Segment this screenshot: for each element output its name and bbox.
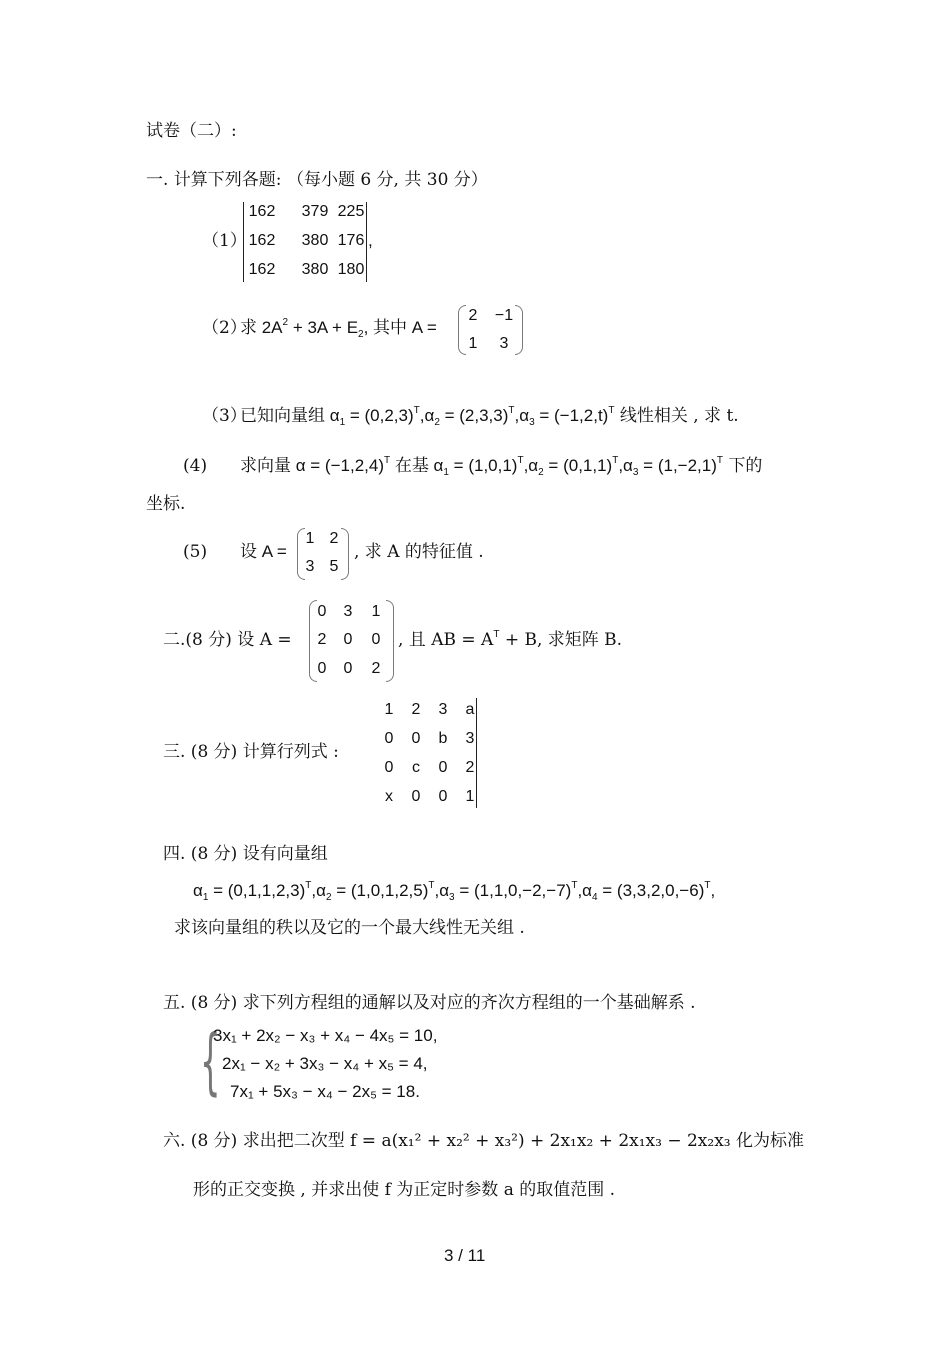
q5-matrix-cell: 2	[329, 530, 339, 547]
q2-text-post: , 其中 A =	[363, 318, 437, 337]
q4-text: 求向量 α = (−1,2,4)	[240, 456, 384, 475]
sec5-left-brace: {	[200, 1019, 221, 1103]
sec4-alpha-2: α	[316, 881, 326, 900]
q3-tail: 线性相关 , 求 t.	[614, 406, 739, 426]
sec3-det-cell: b	[438, 730, 448, 747]
q3-alpha3-val: = (−1,2,t)	[534, 406, 609, 425]
q3-alpha2: ,α	[419, 406, 435, 425]
sec5-eq2: 2x₁ − x₂ + 3x₃ − x₄ + x₅ = 4,	[222, 1054, 428, 1073]
q5-matrix-cell: 1	[305, 530, 315, 547]
q2-subscript: 2	[358, 329, 364, 340]
q4-v3: = (1,−2,1)	[638, 456, 717, 475]
sec3-det-cell: 0	[411, 788, 421, 805]
sec4-alpha-1: α	[193, 881, 203, 900]
section-2-heading: 二.(8 分) 设 A =	[163, 630, 292, 650]
sec4-sub-3: 3	[449, 892, 455, 903]
q2-matrix-cell: 1	[468, 335, 478, 352]
q3-alpha2-sub: 2	[434, 417, 440, 428]
q1-det-cell: 180	[337, 261, 365, 278]
sec3-det-cell: 1	[465, 788, 475, 805]
sec4-T-2: T	[428, 880, 435, 891]
sec2-matrix-cell: 0	[371, 631, 381, 648]
q3-text: 已知向量组	[240, 406, 325, 426]
section-1-heading: 一. 计算下列各题: （每小题 6 分, 共 30 分）	[146, 170, 488, 190]
q1-det-cell: 380	[301, 232, 329, 249]
sec2-matrix-right-paren	[386, 600, 394, 682]
sec3-det-cell: 3	[438, 701, 448, 718]
sec2-matrix-cell: 2	[371, 660, 381, 677]
sec2-matrix-cell: 1	[371, 603, 381, 620]
sec2-matrix-cell: 0	[343, 631, 353, 648]
q4-expression	[240, 456, 762, 479]
q2-expression	[240, 318, 437, 341]
sec3-det-cell: 0	[438, 759, 448, 776]
q5-text: 设 A =	[240, 542, 287, 561]
q4-mid: 在基 α	[390, 456, 444, 475]
sec3-det-cell: 2	[411, 701, 421, 718]
exam-title: 试卷（二）:	[146, 121, 237, 141]
section-6-line2: 形的正交变换 , 并求出使 f 为正定时参数 a 的取值范围 .	[193, 1180, 616, 1200]
sec3-det-cell: x	[385, 788, 393, 805]
q4-label: (4)	[183, 456, 208, 476]
sec3-det-cell: 0	[384, 759, 394, 776]
q5-matrix-cell: 3	[305, 558, 315, 575]
q3-alpha1-sub: 1	[339, 417, 346, 428]
q1-label: （1）	[202, 231, 247, 251]
q3-T2: T	[508, 405, 515, 416]
sec2-matrix-cell: 0	[317, 603, 327, 620]
sec3-det-cell: 2	[465, 759, 475, 776]
sec4-T-3: T	[571, 880, 578, 891]
sec2-matrix-cell: 2	[317, 631, 327, 648]
sec2-matrix-cell: 0	[343, 660, 353, 677]
q3-alpha3: ,α	[514, 406, 530, 425]
q4-T0: T	[384, 455, 391, 466]
q1-det-cell: 379	[301, 203, 329, 220]
q5-matrix-cell: 5	[329, 558, 339, 575]
q5-label: (5)	[183, 542, 208, 562]
sec2-tail	[398, 630, 622, 653]
q4-s3: 3	[632, 467, 639, 478]
q2-exponent: 2	[282, 317, 289, 328]
q5-matrix-right-paren	[341, 528, 349, 580]
section-6-heading: 六. (8 分) 求出把二次型 f = a(x₁² + x₂² + x₃²) + 2x₁x₂ + 2x₁x₃ − 2x₂x₃ 化为标准	[163, 1131, 805, 1151]
q5-tail: , 求 A 的特征值 .	[354, 542, 484, 562]
q4-a3: ,α	[618, 456, 633, 475]
sec4-T-4: T	[704, 880, 711, 891]
sec4-alpha-4: α	[582, 881, 592, 900]
q4-T3: T	[716, 455, 723, 466]
q3-alpha1-val: = (0,2,3)	[345, 406, 414, 425]
q4-s1: 1	[443, 467, 449, 478]
q4-v2: = (0,1,1)	[543, 456, 613, 475]
q2-text-pre: 求 2A	[240, 318, 283, 337]
q3-alpha2-val: = (2,3,3)	[439, 406, 509, 425]
sec2-T: T	[493, 629, 500, 640]
q2-text-mid: + 3A + E	[288, 318, 359, 337]
q3-label: （3）	[202, 406, 247, 426]
sec2-tail-post: + B, 求矩阵 B.	[499, 630, 623, 650]
q4-s2: 2	[538, 467, 544, 478]
sec2-matrix-cell: 3	[343, 603, 353, 620]
q3-expression	[240, 406, 739, 429]
sec3-det-cell: 0	[384, 730, 394, 747]
sec5-eq1: 3x₁ + 2x₂ − x₃ + x₄ − 4x₅ = 10,	[213, 1026, 438, 1045]
q3-T3: T	[608, 405, 615, 416]
sec4-vectors: $\alpha_1 = (0,1,1,2,3)^T,\alpha_2 = (1,0,1,2,5)^T,\alpha_3 = (1,1,0,-2,-7)^T,\alpha_4 = (3,3,2,0,-6)^T$,	[193, 880, 716, 903]
page-number: 3 / 11	[444, 1246, 486, 1265]
q2-matrix-cell: −1	[494, 307, 514, 324]
sec2-matrix-cell: 0	[317, 660, 327, 677]
q4-tail: 下的	[723, 456, 763, 476]
sec4-T-1: T	[305, 880, 312, 891]
q4-line2: 坐标.	[146, 494, 186, 514]
q3-alpha1: α	[329, 406, 340, 425]
q1-det-cell: 162	[248, 203, 276, 220]
sec4-alpha-3: α	[439, 881, 450, 900]
sec3-det-cell: c	[412, 759, 420, 776]
sec2-tail-pre: , 且 AB = A	[398, 630, 494, 650]
q1-det-cell: 380	[301, 261, 329, 278]
q1-comma: ,	[368, 231, 373, 250]
q1-det-cell: 162	[248, 261, 276, 278]
q4-T2: T	[612, 455, 619, 466]
sec4-val-4: = (3,3,2,0,−6)	[597, 881, 705, 900]
q3-T1: T	[413, 405, 420, 416]
q1-det-cell: 225	[337, 203, 365, 220]
q4-a2: ,α	[523, 456, 539, 475]
sec4-val-1: = (0,1,1,2,3)	[208, 881, 306, 900]
sec3-det-cell: 1	[384, 701, 394, 718]
sec4-sub-1: 1	[202, 892, 209, 903]
q1-det-cell: 162	[248, 232, 276, 249]
sec3-det-cell: 0	[411, 730, 421, 747]
sec4-val-3: = (1,1,0,−2,−7)	[454, 881, 572, 900]
sec4-val-2: = (1,0,1,2,5)	[331, 881, 429, 900]
q2-matrix-right-paren	[515, 305, 523, 355]
sec4-sub-4: 4	[592, 892, 598, 903]
q1-det-cell: 176	[337, 232, 365, 249]
q3-alpha3-sub: 3	[529, 417, 535, 428]
sec3-det-cell: a	[465, 701, 475, 718]
sec4-ask: 求该向量组的秩以及它的一个最大线性无关组 .	[174, 918, 525, 938]
q4-v1: = (1,0,1)	[448, 456, 518, 475]
q2-label: （2）	[202, 318, 247, 338]
section-5-heading: 五. (8 分) 求下列方程组的通解以及对应的齐次方程组的一个基础解系 .	[163, 993, 696, 1013]
sec3-det-cell: 3	[465, 730, 475, 747]
section-3-heading: 三. (8 分) 计算行列式 :	[163, 742, 339, 762]
sec3-det-cell: 0	[438, 788, 448, 805]
section-4-heading: 四. (8 分) 设有向量组	[163, 844, 328, 864]
q4-T1: T	[517, 455, 524, 466]
sec4-sub-2: 2	[325, 892, 332, 903]
sec5-eq3: 7x₁ + 5x₃ − x₄ − 2x₅ = 18.	[230, 1082, 420, 1101]
q2-matrix-cell: 2	[468, 307, 478, 324]
q2-matrix-cell: 3	[499, 335, 509, 352]
